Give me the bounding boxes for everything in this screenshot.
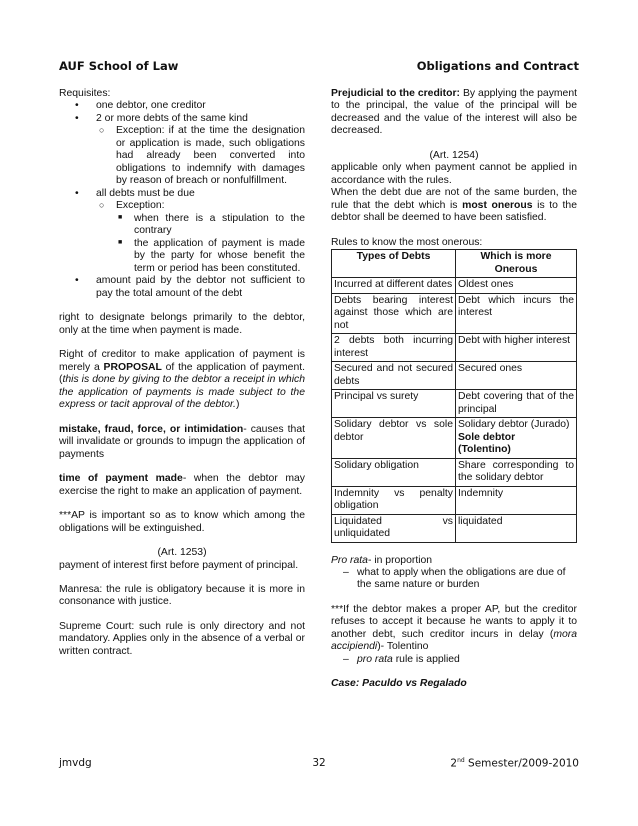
table-cell: Incurred at different dates	[332, 278, 456, 293]
table-cell: Indemnity vs penalty obligation	[332, 486, 456, 514]
table-row	[332, 390, 577, 418]
paragraph: When the debt due are not of the same burden, the rule that the debt which is most onerous is to the debtor shall be deemed to have been satisfied.	[331, 187, 577, 224]
school-name: AUF School of Law	[59, 59, 179, 73]
table-cell: liquidated	[456, 514, 577, 542]
page-footer	[59, 757, 579, 771]
paragraph: ***If the debtor makes a proper AP, but the creditor refuses to accept it because he wants to apply it to another debt, such creditor incurs in delay (mora accipiendi)- Tolentino	[331, 603, 577, 653]
article-ref: (Art. 1254)	[429, 149, 479, 161]
table-cell: Secured ones	[456, 362, 577, 390]
dash-item: – what to apply when the obligations are due of the same nature or burden	[343, 566, 566, 591]
table-cell: 2 debts both incurring interest	[332, 334, 456, 362]
table-cell: Oldest ones	[456, 278, 577, 293]
table-row	[332, 418, 577, 458]
table-row	[332, 362, 577, 390]
paragraph: mistake, fraud, force, or intimidation- causes that will invalidate or grounds to impugn the application of payments	[59, 423, 305, 460]
table-cell: Solidary debtor vs sole debtor	[332, 418, 456, 458]
requisites-title: Requisites:	[59, 88, 111, 99]
paragraph: Supreme Court: such rule is only directory and not mandatory. Applies only in the absence of a verbal or written contract.	[59, 620, 305, 657]
table-cell: Solidary obligation	[332, 458, 456, 486]
table-cell: Debt covering that of the principal	[456, 390, 577, 418]
list-item: • all debts must be due	[75, 187, 195, 199]
sub-sub-list-item: ■ the application of payment is made by the party for whose benefit the term or period has been constituted.	[118, 237, 305, 274]
table-row	[332, 514, 577, 542]
table-row	[332, 458, 577, 486]
table-row	[332, 278, 577, 293]
paragraph: Manresa: the rule is obligatory because it is more in consonance with justice.	[59, 583, 305, 608]
subject-title: Obligations and Contract	[416, 59, 579, 73]
table-cell: Principal vs surety	[332, 390, 456, 418]
left-column	[59, 88, 305, 658]
table-header: Types of Debts	[332, 250, 456, 278]
case-title: Case: Paculdo vs Regalado	[331, 678, 467, 690]
list-item: • amount paid by the debtor not sufficient to pay the total amount of the debt	[75, 275, 305, 299]
paragraph: Prejudicial to the creditor: By applying the payment to the principal, the value of the principal will be decreased and the value of the interest will also be decreased.	[331, 88, 577, 137]
table-row	[332, 486, 577, 514]
paragraph: right to designate belongs primarily to the debtor, only at the time when payment is made.	[59, 312, 305, 336]
table-cell: Share corresponding to the solidary debtor	[456, 458, 577, 486]
paragraph: applicable only when payment cannot be applied in accordance with the rules.	[331, 162, 577, 186]
sub-list-item: ○ Exception: if at the time the designation or application is made, such obligations had already been converted into obligations to indemnify with damages by reason of breach or nonfulfillment.	[99, 125, 305, 187]
table-cell: Debt with higher interest	[456, 334, 577, 362]
table-header: Which is more Onerous	[456, 250, 577, 278]
table-header-row	[332, 250, 577, 278]
table-row	[332, 334, 577, 362]
table-cell: Secured and not secured debts	[332, 362, 456, 390]
paragraph: Pro rata- in proportion	[331, 554, 433, 566]
page-header	[59, 60, 579, 74]
author-initials: jmvdg	[59, 757, 92, 769]
paragraph: payment of interest first before payment of principal.	[59, 559, 299, 571]
table-cell: Liquidated vs unliquidated	[332, 514, 456, 542]
dash-item: – pro rata rule is applied	[343, 653, 460, 665]
semester-label: 2nd Semester/2009-2010	[450, 757, 579, 770]
onerous-table	[331, 249, 577, 542]
paragraph: Right of creditor to make application of payment is merely a PROPOSAL of the application of payment. (this is done by giving to the debtor a receipt in which the application of payments is made subject to the express or tacit approval of the debtor.)	[59, 349, 305, 411]
right-column	[331, 88, 577, 691]
page-number: 32	[312, 757, 326, 769]
list-item: • 2 or more debts of the same kind	[75, 112, 248, 124]
table-cell: Indemnity	[456, 486, 577, 514]
table-cell: Debt which incurs the interest	[456, 293, 577, 333]
paragraph: ***AP is important so as to know which among the obligations will be extinguished.	[59, 510, 305, 534]
sub-sub-list-item: ■ when there is a stipulation to the contrary	[118, 212, 305, 237]
table-cell: Solidary debtor (Jurado) Sole debtor (Tolentino)	[456, 418, 577, 458]
paragraph: time of payment made- when the debtor may exercise the right to make an application of payment.	[59, 473, 305, 497]
requisites-list	[59, 100, 305, 300]
article-ref: (Art. 1253)	[157, 547, 207, 559]
table-row	[332, 293, 577, 333]
rules-title: Rules to know the most onerous:	[331, 236, 483, 248]
table-cell: Debts bearing interest against those which are not	[332, 293, 456, 333]
sub-list-item: ○ Exception:	[99, 200, 165, 212]
list-item: • one debtor, one creditor	[75, 100, 206, 112]
